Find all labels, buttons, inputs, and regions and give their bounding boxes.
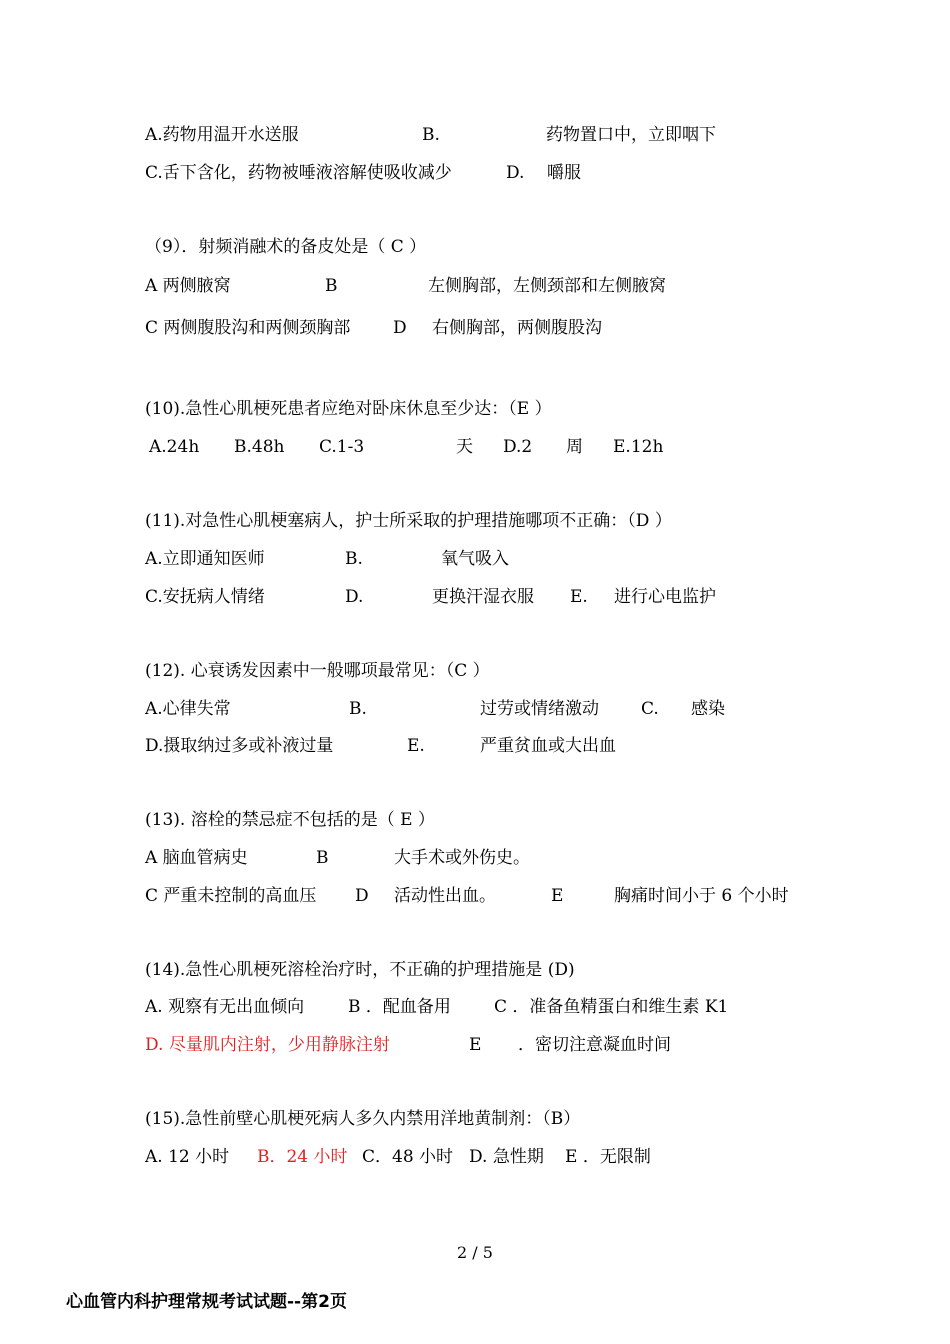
page-number: 2 / 5 — [457, 1243, 493, 1262]
q14-options-row2 — [0, 1034, 950, 1056]
q15-option-a: A. 12 小时 — [145, 1147, 230, 1167]
q12-options-row2 — [0, 735, 950, 757]
page-footer: 心血管内科护理常规考试试题--第2页 — [66, 1292, 347, 1312]
q8-options-row2 — [0, 162, 950, 184]
q11-option-b-label: B. — [345, 549, 363, 569]
q12-options-row1 — [0, 698, 950, 720]
q13-options-row1 — [0, 847, 950, 869]
q10-option-e: E.12h — [613, 437, 664, 457]
q12-option-a: A.心律失常 — [145, 699, 231, 719]
q14-option-a: A. 观察有无出血倾向 — [145, 997, 305, 1017]
q13-option-d-label: D — [355, 886, 369, 906]
q9-option-b-label: B — [325, 276, 338, 296]
q11-option-a: A.立即通知医师 — [145, 549, 265, 569]
q10-option-c-unit: 天 — [456, 437, 473, 457]
q8-option-d-label: D. — [506, 163, 525, 183]
q14-option-d-answer: D. 尽量肌内注射，少用静脉注射 — [145, 1035, 390, 1055]
q13-option-e-label: E — [551, 886, 564, 906]
q12-option-e-label: E. — [407, 736, 425, 756]
q14-option-b: B ．配血备用 — [348, 997, 451, 1017]
q13-option-a: A 脑血管病史 — [145, 848, 248, 868]
q11-option-d-label: D. — [345, 587, 364, 607]
q14-options-row1 — [0, 996, 950, 1018]
q9-option-b-text: 左侧胸部，左侧颈部和左侧腋窝 — [428, 276, 666, 296]
q12-stem — [0, 660, 950, 682]
q10-option-d: D.2 — [503, 437, 533, 457]
q13-option-b-text: 大手术或外伤史。 — [394, 848, 530, 868]
q9-option-d-text: 右侧胸部，两侧腹股沟 — [432, 318, 602, 338]
q14-stem — [0, 959, 950, 981]
q10-stem — [0, 398, 950, 420]
q11-options-row1 — [0, 548, 950, 570]
q13-options-row2 — [0, 885, 950, 907]
q15-option-c: C．48 小时 — [362, 1147, 454, 1167]
q13-option-e-text: 胸痛时间小于 6 个小时 — [614, 886, 789, 906]
q9-option-c: C 两侧腹股沟和两侧颈胸部 — [145, 318, 351, 338]
q15-stem — [0, 1108, 950, 1130]
q10-option-b: B.48h — [234, 437, 285, 457]
q10-stem-text: (10).急性心肌梗死患者应绝对卧床休息至少达：（E ） — [145, 399, 552, 419]
q13-option-c: C 严重未控制的高血压 — [145, 886, 317, 906]
q14-option-e-label: E — [469, 1035, 482, 1055]
q12-option-c-text: 感染 — [691, 699, 725, 719]
q8-option-b-label: B. — [422, 125, 440, 145]
q12-option-d: D.摄取纳过多或补液过量 — [145, 736, 334, 756]
q11-options-row2 — [0, 586, 950, 608]
q15-option-b-answer: B．24 小时 — [257, 1147, 348, 1167]
q15-options — [0, 1146, 950, 1168]
q10-option-c: C.1-3 — [319, 437, 365, 457]
q11-option-e-label: E. — [570, 587, 588, 607]
q12-option-e-text: 严重贫血或大出血 — [480, 736, 616, 756]
q11-option-c: C.安抚病人情绪 — [145, 587, 265, 607]
q8-option-c: C.舌下含化，药物被唾液溶解使吸收减少 — [145, 163, 452, 183]
q11-stem-text: (11).对急性心肌梗塞病人，护士所采取的护理措施哪项不正确：（D ） — [145, 511, 672, 531]
q15-option-d: D. 急性期 — [469, 1147, 544, 1167]
q13-option-b-label: B — [316, 848, 329, 868]
q13-stem-text: (13). 溶栓的禁忌症不包括的是（ E ） — [145, 810, 435, 830]
q12-option-c-label: C. — [641, 699, 659, 719]
q12-option-b-label: B. — [349, 699, 367, 719]
q8-options-row1 — [0, 124, 950, 146]
q14-option-e-text: ．密切注意凝血时间 — [518, 1035, 671, 1055]
q12-option-b-text: 过劳或情绪激动 — [480, 699, 599, 719]
q11-option-d-text: 更换汗湿衣服 — [432, 587, 534, 607]
q10-options — [0, 436, 950, 458]
q8-option-a: A.药物用温开水送服 — [145, 125, 299, 145]
q14-stem-text: (14).急性心肌梗死溶栓治疗时，不正确的护理措施是 (D) — [145, 960, 575, 980]
q11-stem — [0, 510, 950, 532]
q9-option-d-label: D — [393, 318, 407, 338]
q13-stem — [0, 809, 950, 831]
q9-stem-text: （9）．射频消融术的备皮处是（ C ） — [145, 237, 427, 257]
q9-stem — [0, 236, 950, 258]
q12-stem-text: (12). 心衰诱发因素中一般哪项最常见：（C ） — [145, 661, 490, 681]
q14-option-c: C ．准备鱼精蛋白和维生素 K1 — [494, 997, 729, 1017]
q9-options-row2 — [0, 317, 950, 339]
q8-option-d-text: 嚼服 — [547, 163, 581, 183]
q9-options-row1 — [0, 275, 950, 297]
q10-option-a: A.24h — [149, 437, 200, 457]
q13-option-d-text: 活动性出血。 — [394, 886, 496, 906]
q11-option-b-text: 氧气吸入 — [441, 549, 509, 569]
q8-option-b-text: 药物置口中，立即咽下 — [546, 125, 716, 145]
q15-stem-text: (15).急性前壁心肌梗死病人多久内禁用洋地黄制剂：（B） — [145, 1109, 581, 1129]
q15-option-e: E ．无限制 — [565, 1147, 651, 1167]
q11-option-e-text: 进行心电监护 — [614, 587, 716, 607]
q9-option-a: A 两侧腋窝 — [145, 276, 231, 296]
q10-option-d-unit: 周 — [566, 437, 583, 457]
